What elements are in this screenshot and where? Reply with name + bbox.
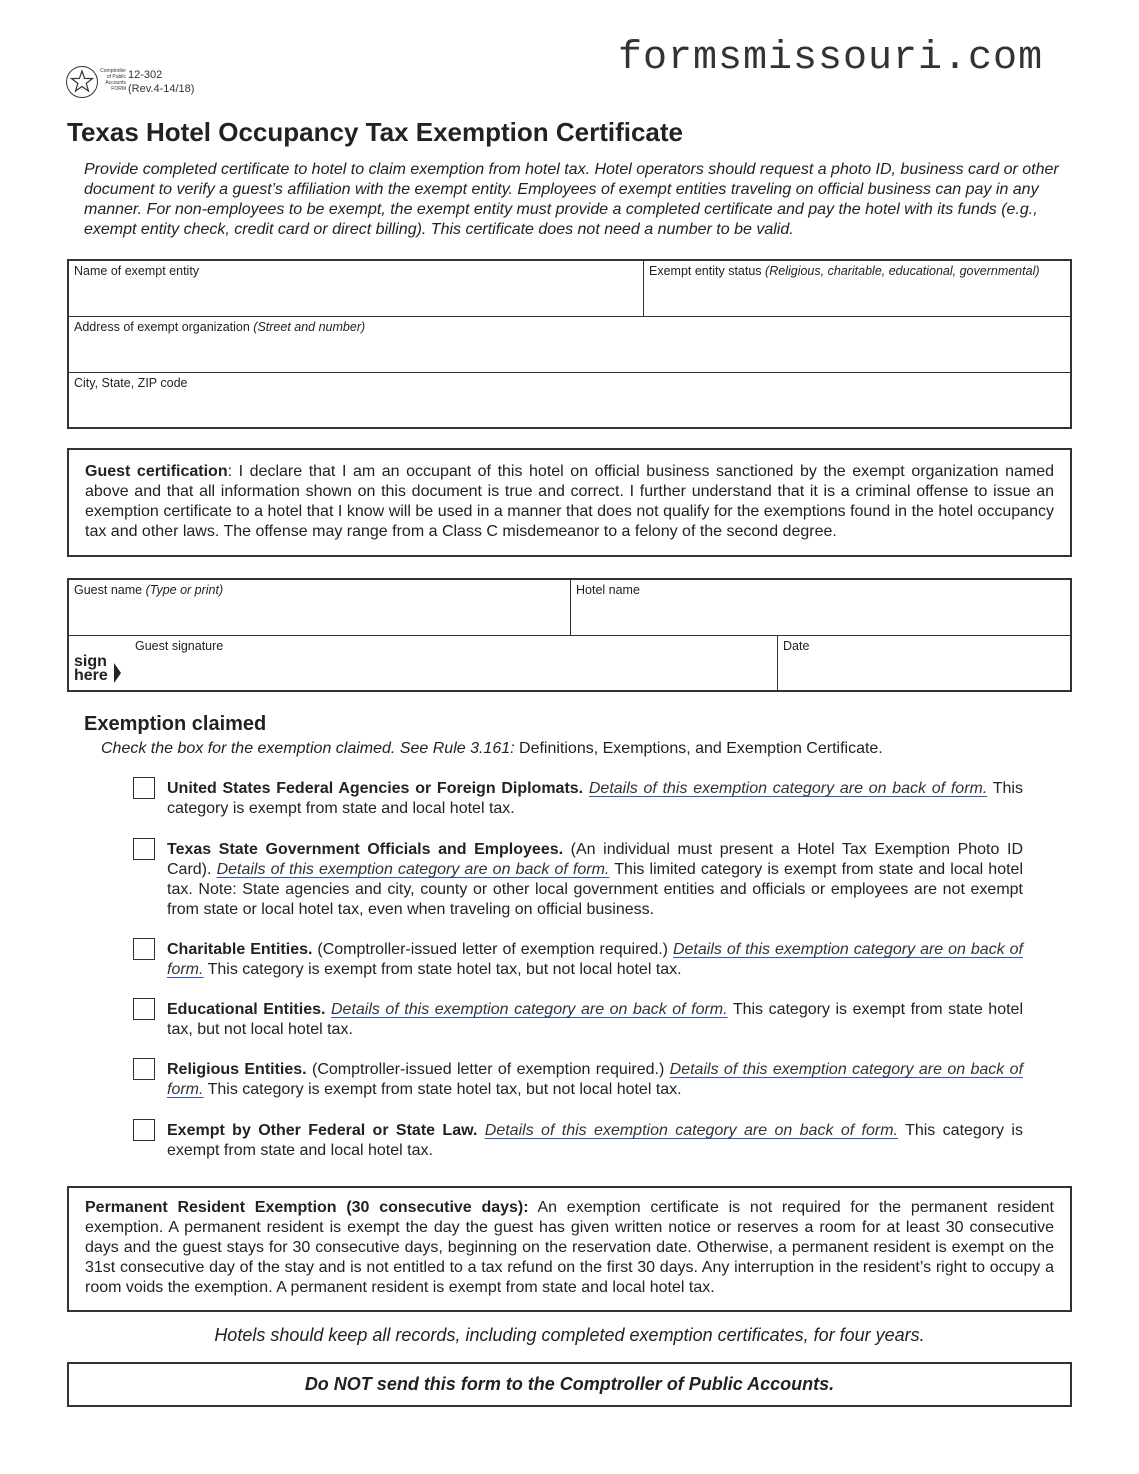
exemption-option-title: Exempt by Other Federal or State Law. — [167, 1122, 478, 1139]
exemption-details-link[interactable]: Details of this exemption category are on back of form. — [167, 1061, 1024, 1098]
guest-certification-heading: Guest certification — [85, 463, 228, 480]
exemption-details-link[interactable]: Details of this exemption category are on back of form. — [216, 861, 610, 878]
exemption-option-post: This category is exempt from state hotel tax, but not local hotel tax. — [167, 1001, 1024, 1038]
date-field[interactable] — [778, 636, 1070, 690]
exemption-option-post: This category is exempt from state hotel tax, but not local hotel tax. — [203, 1081, 682, 1098]
exemption-option-pre: (Comptroller-issued letter of exemption required.) — [306, 1061, 670, 1078]
keep-records-note: Hotels should keep all records, including completed exemption certificates, for four years. — [214, 1325, 925, 1345]
form-number — [128, 68, 194, 96]
exemption-option-religious — [133, 1060, 1023, 1100]
checkbox-religious[interactable] — [133, 1058, 155, 1080]
city-state-zip-label: City, State, ZIP code — [74, 376, 188, 390]
hotel-name-field[interactable] — [571, 580, 1070, 636]
exempt-entity-name-field[interactable] — [69, 261, 644, 317]
do-not-send-notice: Do NOT send this form to the Comptroller of Public Accounts. — [67, 1362, 1072, 1407]
checkbox-charitable[interactable] — [133, 938, 155, 960]
exemption-option-text — [167, 1060, 1023, 1100]
exemption-option-pre — [477, 1122, 484, 1139]
exempt-entity-status-label: Exempt entity status — [649, 264, 762, 278]
exempt-entity-status-field[interactable] — [644, 261, 1070, 317]
exemption-option-texas-state — [133, 840, 1023, 920]
guest-name-hint: (Type or print) — [145, 583, 224, 597]
exemption-option-title: Charitable Entities. — [167, 941, 313, 958]
permanent-resident-text: An exemption certificate is not required for the permanent resident exemption. A permanent resident is exempt the day the guest has given written notice or reserves a room for at least 30 consecutive days and the guest stays for 30 consecutive days, beginning on the reservation date. Otherwise, a permanent resident is exempt on the 31st consecutive day of the stay and is not entitled to a tax refund on the first 30 days. Any interruption in the resident’s right to occupy a room voids the exemption. A permanent resident is exempt from state and local hotel tax. — [85, 1199, 1054, 1296]
form-revision: (Rev.4-14/18) — [128, 83, 195, 95]
checkbox-other-law[interactable] — [133, 1119, 155, 1141]
exemption-option-educational — [133, 1000, 1023, 1040]
exemption-option-title: Religious Entities. — [167, 1061, 307, 1078]
exemption-option-text — [167, 1121, 1023, 1161]
exemption-details-link[interactable]: Details of this exemption category are on back of form. — [330, 1001, 728, 1018]
page-title: Texas Hotel Occupancy Tax Exemption Certificate — [67, 117, 684, 147]
intro-paragraph: Provide completed certificate to hotel to claim exemption from hotel tax. Hotel operators should request a photo ID, business card or other document to verify a guest’s affiliation with the exempt entity. Employees of exempt entities traveling on official business can pay in any manner. For non-employees to be exempt, the exempt entity must provide a completed certificate and pay the hotel with its funds (e.g., exempt entity check, credit card or direct billing). This certificate does not need a number to be valid. — [84, 161, 1059, 238]
exempt-entity-name-label: Name of exempt entity — [74, 264, 200, 278]
exemption-option-title: United States Federal Agencies or Foreign Diplomats. — [167, 780, 584, 797]
sign-here-word-2: here — [74, 667, 108, 684]
checkbox-educational[interactable] — [133, 998, 155, 1020]
guest-signature-label: Guest signature — [135, 639, 224, 653]
form-number-text: 12-302 — [128, 69, 163, 81]
sign-here-marker — [74, 655, 108, 683]
exemption-option-post: This category is exempt from state and local hotel tax. — [167, 1122, 1023, 1159]
exemption-option-title: Texas State Government Officials and Employees. — [167, 841, 564, 858]
guest-signature-field[interactable] — [69, 636, 778, 690]
sign-here-word-1: sign — [74, 653, 107, 670]
guest-certification-box — [67, 448, 1072, 557]
exemption-option-post: This limited category is exempt from state and local hotel tax. Note: State agencies and city, county or other local government entities and officials or employees are not exempt from state or local hotel tax, even when traveling on official business. — [167, 861, 1023, 918]
permanent-resident-box — [67, 1186, 1072, 1312]
address-hint: (Street and number) — [253, 320, 366, 334]
watermark-text: formsmissouri.com — [618, 36, 1044, 81]
exemption-option-text — [167, 940, 1023, 980]
exemption-details-link[interactable]: Details of this exemption category are on back of form. — [167, 941, 1023, 978]
city-state-zip-field[interactable] — [69, 373, 1070, 427]
exemption-instruction-rest: Definitions, Exemptions, and Exemption Certificate. — [514, 740, 883, 757]
exemption-details-link[interactable]: Details of this exemption category are on back of form. — [484, 1122, 898, 1139]
exemption-option-text — [167, 1000, 1023, 1040]
date-label: Date — [783, 639, 810, 653]
entity-section — [67, 259, 1072, 429]
exemption-option-charitable — [133, 940, 1023, 980]
exemption-option-text — [167, 840, 1023, 920]
exemption-instruction-italic: Check the box for the exemption claimed. See Rule 3.161: — [101, 740, 515, 757]
exemption-option-pre: (An individual must present a Hotel Tax Exemption Photo ID Card). — [167, 841, 1023, 878]
exemption-option-title: Educational Entities. — [167, 1001, 326, 1018]
address-field[interactable] — [69, 317, 1070, 373]
exemption-claimed-heading: Exemption claimed — [84, 713, 267, 735]
exemption-option-other-law — [133, 1121, 1023, 1161]
exemption-option-post: This category is exempt from state hotel tax, but not local hotel tax. — [203, 961, 682, 978]
guest-certification-text: : I declare that I am an occupant of this hotel on official business sanctioned by the exempt organization named above and that all information shown on this document is true and correct. I further understand that it is a criminal offense to issue an exemption certificate to a hotel that I know will be used in a manner that does not qualify for the exemptions found in the hotel occupancy tax and other laws. The offense may range from a Class C misdemeanor to a felony of the second degree. — [85, 463, 1054, 540]
guest-name-label: Guest name — [74, 583, 143, 597]
exemption-details-link[interactable]: Details of this exemption category are on back of form. — [588, 780, 988, 797]
exemption-option-text — [167, 779, 1023, 819]
checkbox-texas-state[interactable] — [133, 838, 155, 860]
exemption-option-federal — [133, 779, 1023, 819]
exemption-option-post: This category is exempt from state and local hotel tax. — [167, 780, 1023, 817]
exemption-instruction — [101, 739, 883, 759]
guest-section — [67, 578, 1072, 692]
address-label: Address of exempt organization — [74, 320, 250, 334]
arrow-right-icon — [114, 663, 121, 683]
hotel-name-label: Hotel name — [576, 583, 640, 597]
permanent-resident-heading: Permanent Resident Exemption (30 consecutive days): — [85, 1199, 529, 1216]
exempt-entity-status-hint: (Religious, charitable, educational, governmental) — [765, 264, 1040, 278]
guest-name-field[interactable] — [69, 580, 571, 636]
seal-caption: Comptroller of Public Accounts FORM — [100, 68, 126, 92]
checkbox-federal[interactable] — [133, 777, 155, 799]
exemption-option-pre: (Comptroller-issued letter of exemption required.) — [312, 941, 673, 958]
comptroller-seal-icon — [66, 66, 98, 98]
